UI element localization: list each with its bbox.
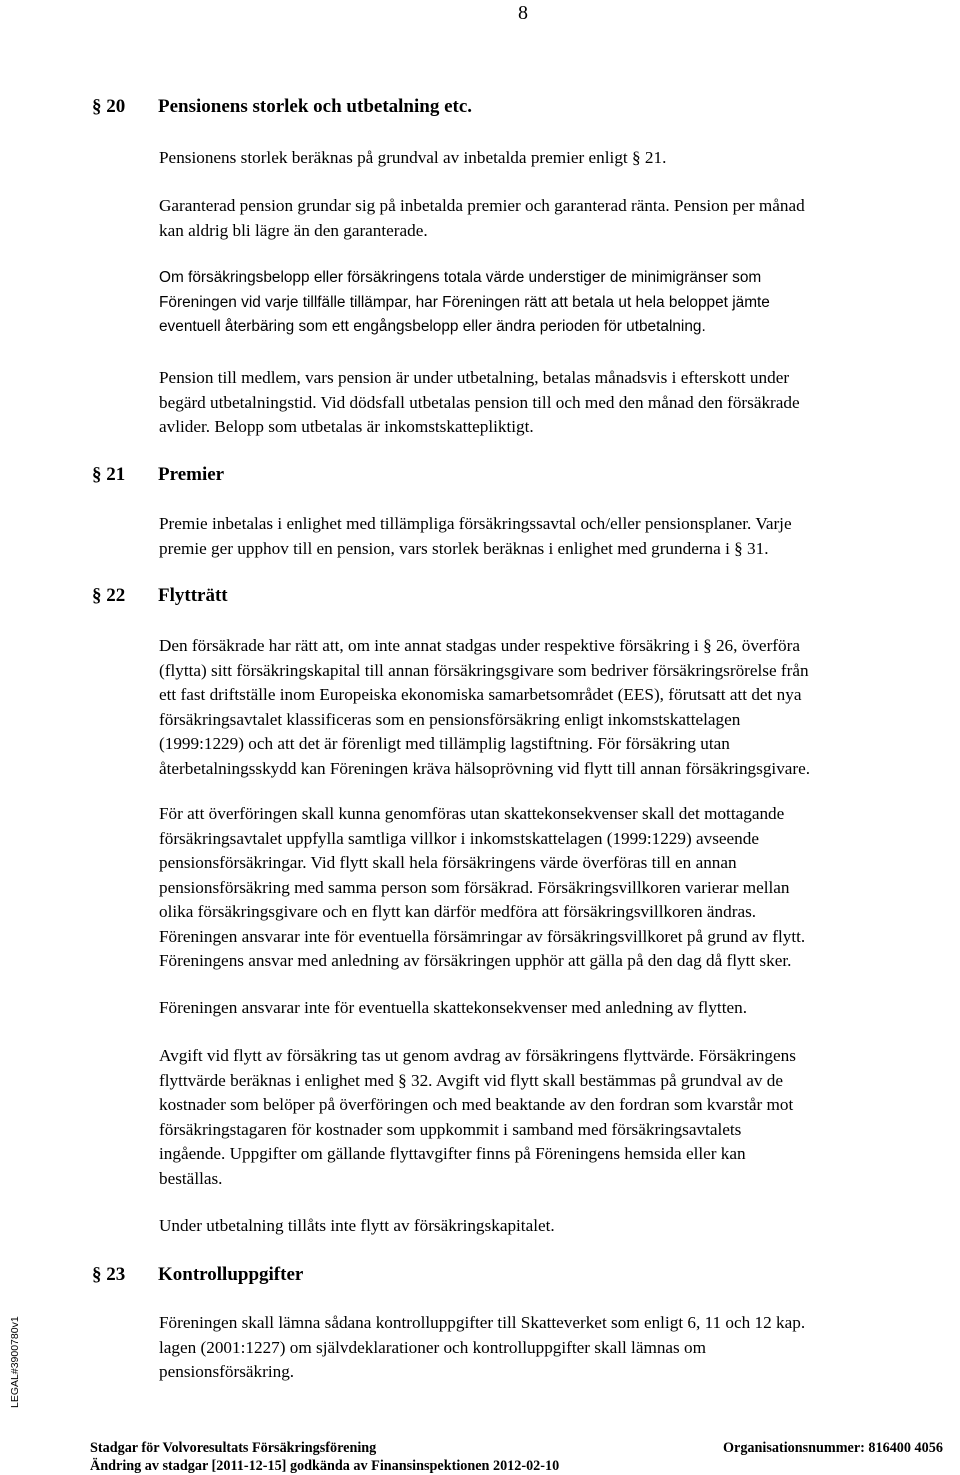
footer-org-number: Organisationsnummer: 816400 4056 [723, 1440, 943, 1456]
section-title: Flytträtt [158, 585, 228, 606]
page-number: 8 [518, 2, 528, 24]
paragraph: Under utbetalning tillåts inte flytt av försäkringskapitalet. [159, 1216, 555, 1235]
paragraph: Föreningen skall lämna sådana kontrolluppgifter till Skatteverket som enligt 6, 11 och 12 kap. lagen (2001:1227) om självdeklarationer och kontrolluppgifter skall lämnas om pensionsförsäkring. [159, 1313, 806, 1381]
paragraph: Avgift vid flytt av försäkring tas ut genom avdrag av försäkringens flyttvärde. Försäkringens flyttvärde beräknas i enlighet med § 32. Avgift vid flytt skall bestämmas på grundval av de kostnader som belöper på överföringen och med beaktande av den fordran som kvarstår mot försäkringstagaren för kostnader som uppkommit i samband med försäkringsavtalets ingående. Uppgifter om gällande flyttavgifter finns på Föreningens hemsida eller kan beställas. [159, 1046, 796, 1188]
section-title: Pensionens storlek och utbetalning etc. [158, 96, 473, 117]
section-number: § 20 [92, 96, 126, 117]
footer-organization: Stadgar för Volvoresultats Försäkringsförening [90, 1440, 377, 1456]
section-heading-22 [92, 585, 228, 607]
paragraph: Pension till medlem, vars pension är under utbetalning, betalas månadsvis i efterskott under begärd utbetalningstid. Vid dödsfall utbetalas pension till och med den månad den försäkrade avlider. Belopp som utbetalas är inkomstskattepliktigt. [159, 368, 800, 436]
section-title: Kontrolluppgifter [158, 1264, 304, 1285]
paragraph: För att överföringen skall kunna genomföras utan skattekonsekvenser skall det mottagande försäkringsavtalet uppfylla samtliga villkor i inkomstskattelagen (1999:1229) avseende pensionsförsäkringar. Vid flytt skall hela försäkringens värde överföras till en annan pensionsförsäkring med samma person som försäkrad. Försäkringsvillkoren varierar mellan olika försäkringsgivare och en flytt kan därför medföra att försäkringsvillkoren ändras. Föreningen ansvarar inte för eventuella försämringar av försäkringsvillkoret på grund av flytt. Föreningens ansvar med anledning av försäkringen upphör att gälla på den dag då flytt sker. [159, 804, 806, 970]
section-heading-20 [92, 96, 472, 118]
section-heading-23 [92, 1264, 303, 1286]
footer-approval: Ändring av stadgar [2011-12-15] godkända av Finansinspektionen 2012-02-10 [90, 1458, 560, 1474]
paragraph: Garanterad pension grundar sig på inbetalda premier och garanterad ränta. Pension per månad kan aldrig bli lägre än den garanterade. [159, 196, 805, 240]
paragraph: Pensionens storlek beräknas på grundval av inbetalda premier enligt § 21. [159, 148, 667, 167]
section-number: § 23 [92, 1264, 126, 1285]
section-heading-21 [92, 464, 224, 486]
paragraph: Den försäkrade har rätt att, om inte annat stadgas under respektive försäkring i § 26, överföra (flytta) sitt försäkringskapital till annan försäkringsgivare som bedriver försäkringsrörelse från ett fast driftställe inom Europeiska ekonomiska samarbetsområdet (EES), förutsatt att det nya försäkringsavtalet klassificeras som en pensionsförsäkring enligt inkomstskattelagen (1999:1229) och att det är förenligt med tillämplig lagstiftning. För försäkring utan återbetalningsskydd kan Föreningen kräva hälsoprövning vid flytt till annan försäkringsgivare. [159, 636, 811, 778]
section-number: § 21 [92, 464, 126, 485]
paragraph: Premie inbetalas i enlighet med tillämpliga försäkringssavtal och/eller pensionsplaner. Varje premie ger upphov till en pension, vars storlek beräknas i enlighet med grunderna i § 31. [159, 514, 792, 558]
section-number: § 22 [92, 585, 126, 606]
section-title: Premier [158, 464, 225, 485]
document-id-label: LEGAL#3900780v1 [9, 1316, 21, 1408]
paragraph: Föreningen ansvarar inte för eventuella skattekonsekvenser med anledning av flytten. [159, 998, 747, 1017]
paragraph: Om försäkringsbelopp eller försäkringens totala värde understiger de minimigränser som Föreningen vid varje tillfälle tillämpar, har Föreningen rätt att betala ut hela beloppet jämte eventuell återbäring som ett engångsbelopp eller ändra perioden för utbetalning. [159, 269, 770, 335]
